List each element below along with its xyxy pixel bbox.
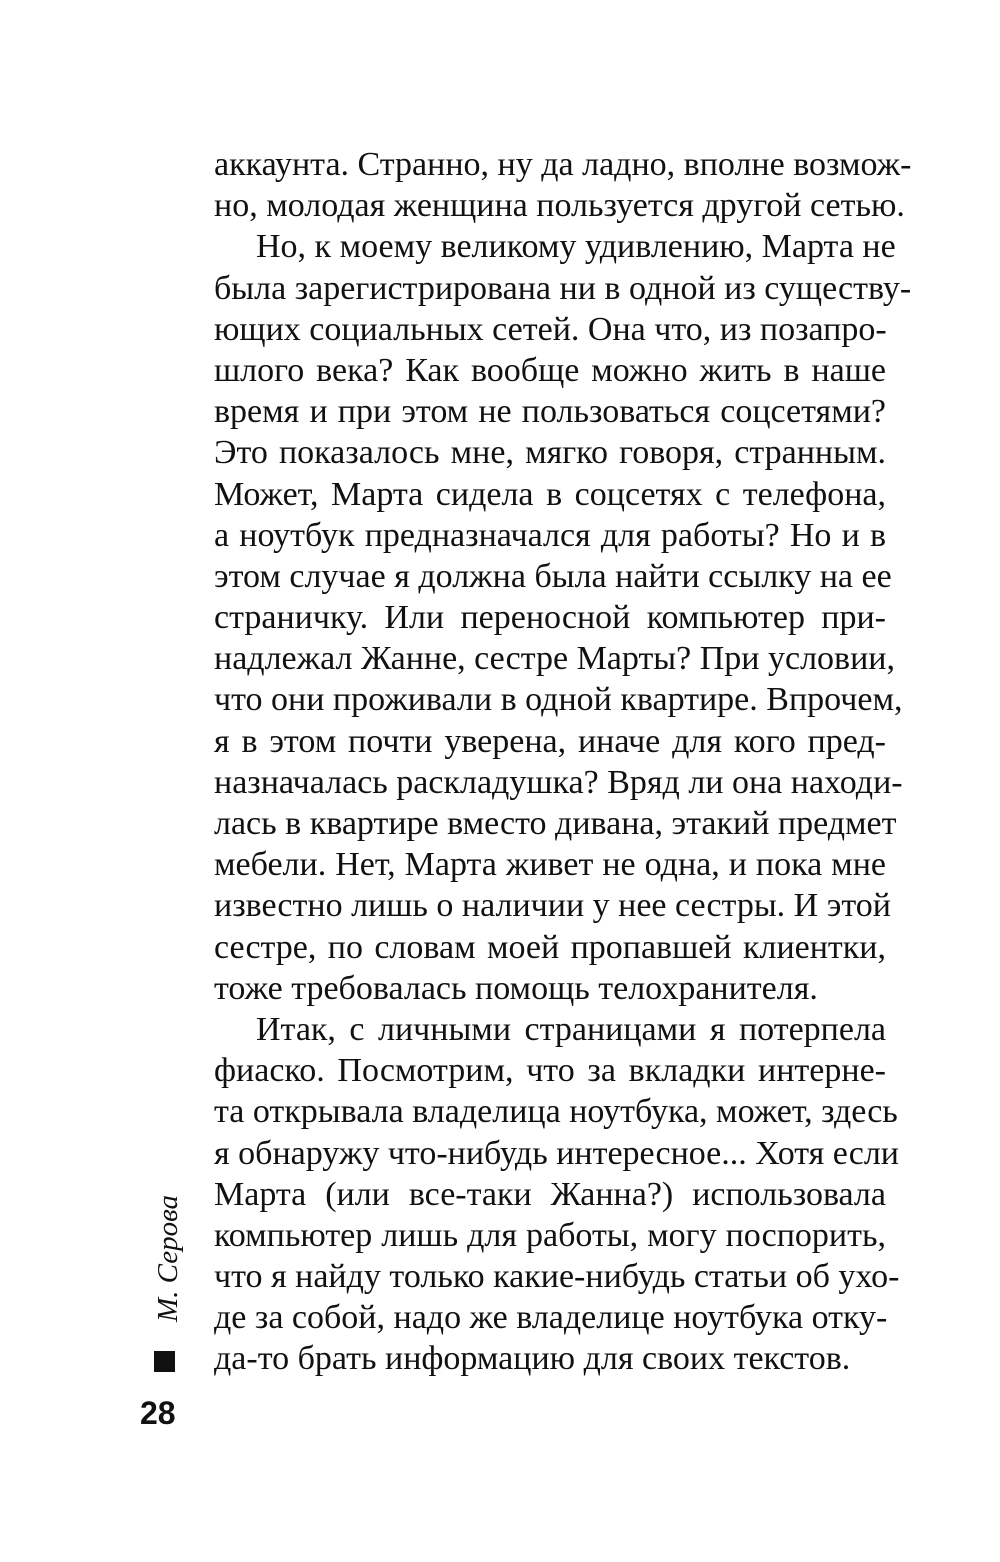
paragraph [214,226,912,1009]
text-line: та открывала владелица ноутбука, может, здесь [214,1093,898,1131]
text-line: шлого века? Как вообще можно жить в наше [214,351,886,389]
text-line: что я найду только какие-нибудь статьи об ухо- [214,1258,900,1296]
text-line: компьютер лишь для работы, могу поспорить, [214,1216,886,1254]
text-line: этом случае я должна была найти ссылку на ее [214,557,892,595]
text-line: фиаско. Посмотрим, что за вкладки интерне- [214,1052,886,1090]
text-line: де за собой, надо же владелице ноутбука отку- [214,1299,888,1337]
text-line: что они проживали в одной квартире. Впрочем, [214,681,903,719]
text-line: ющих социальных сетей. Она что, из позапро- [214,310,887,348]
text-line: Но, к моему великому удивлению, Марта не [256,228,896,266]
text-line: надлежал Жанне, сестре Марты? При условии, [214,640,895,678]
text-line: а ноутбук предназначался для работы? Но и в [214,516,886,554]
text-line: Марта (или все-таки Жанна?) использовала [214,1175,886,1213]
text-line: да-то брать информацию для своих текстов. [214,1340,851,1378]
text-line: я обнаружу что-нибудь интересное... Хотя если [214,1134,899,1172]
text-line: я в этом почти уверена, иначе для кого пред- [214,722,886,760]
page-number: 28 [140,1395,176,1431]
paragraph [214,144,912,226]
text-line: аккаунта. Странно, ну да ладно, вполне возмож- [214,146,912,183]
text-line: известно лишь о наличии у нее сестры. И этой [214,887,891,925]
text-line: назначалась раскладушка? Вряд ли она находи- [214,763,903,801]
text-line: Итак, с личными страницами я потерпела [256,1010,886,1048]
paragraph [214,1009,900,1380]
square-marker-icon [154,1351,175,1372]
text-line: Это показалось мне, мягко говоря, странным. [214,434,886,472]
body-text [214,144,912,1380]
text-line: но, молодая женщина пользуется другой сетью. [214,187,905,225]
text-line: была зарегистрирована ни в одной из существу- [214,269,912,307]
text-line: страничку. Или переносной компьютер при- [214,599,886,637]
text-line: тоже требовалась помощь телохранителя. [214,969,818,1007]
text-line: мебели. Нет, Марта живет не одна, и пока мне [214,846,886,884]
text-line: лась в квартире вместо дивана, этакий предмет [214,805,897,842]
running-head: М. Серова [152,1195,184,1322]
text-line: время и при этом не пользоваться соцсетями? [214,393,886,431]
text-line: Может, Марта сидела в соцсетях с телефона, [214,475,886,513]
text-line: сестре, по словам моей пропавшей клиентки, [214,928,886,966]
